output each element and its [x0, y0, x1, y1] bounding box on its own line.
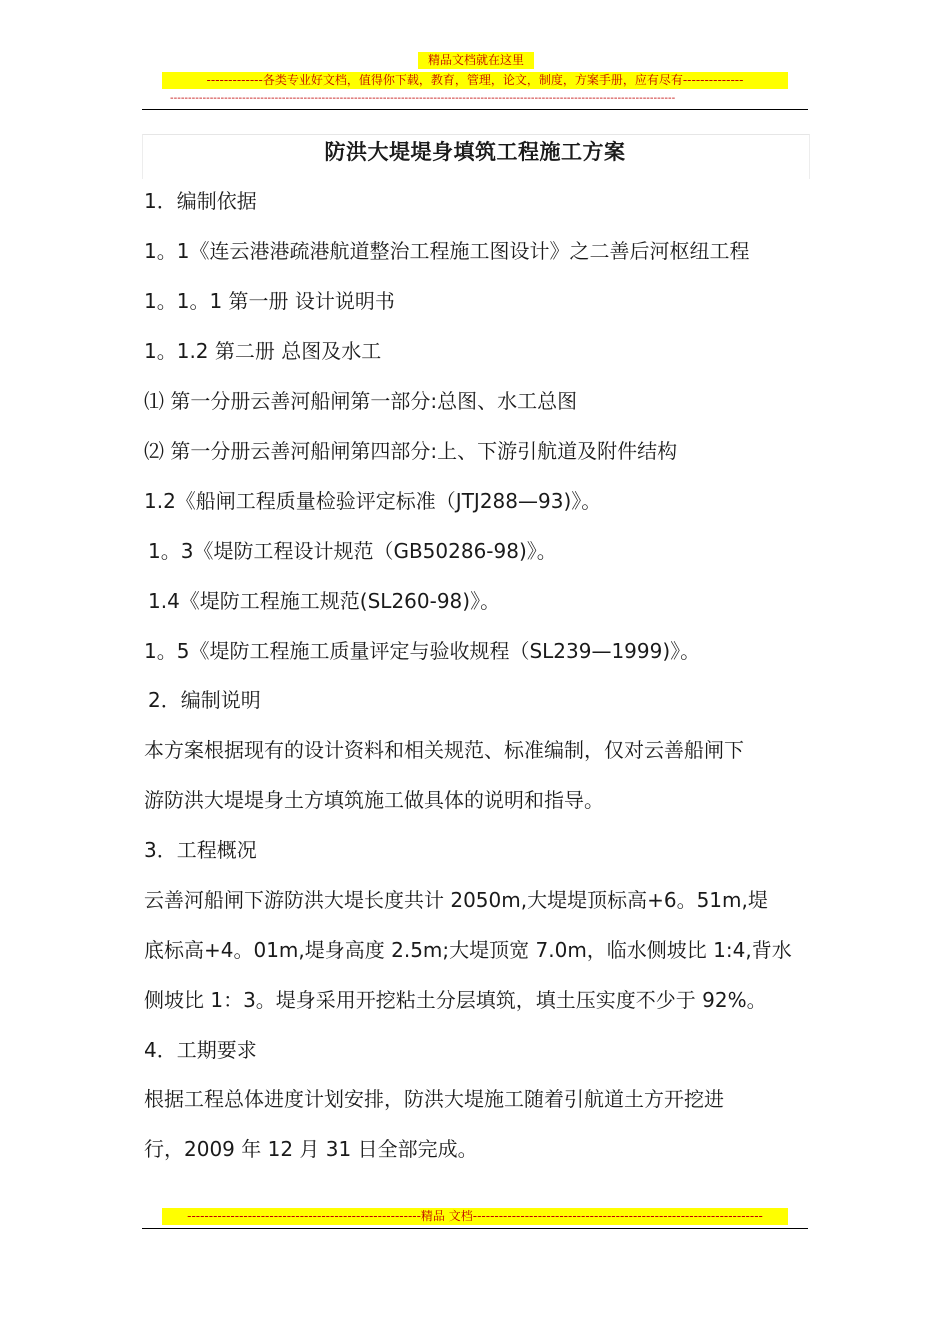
document-title: 防洪大堤堤身填筑工程施工方案 — [324, 140, 626, 164]
body-line: 1.4《堤防工程施工规范(SL260-98)》。 — [148, 589, 501, 613]
body-line: 1。1《连云港港疏港航道整治工程施工图设计》之二善后河枢纽工程 — [144, 239, 750, 263]
section-heading: 3．工程概况 — [144, 838, 257, 862]
footer-banner: ------------------------------------------------------精品 文档------------------------------------------------------------------- — [162, 1208, 788, 1225]
body-line: 行，2009 年 12 月 31 日全部完成。 — [144, 1137, 478, 1161]
section-heading: 1．编制依据 — [144, 189, 257, 213]
header-dash-line: -------------------------------------------------------------------------------------------------------------------------------------------- — [170, 93, 676, 104]
body-line: 根据工程总体进度计划安排，防洪大堤施工随着引航道土方开挖进 — [144, 1087, 724, 1111]
body-line: 本方案根据现有的设计资料和相关规范、标准编制，仅对云善船闸下 — [144, 738, 744, 762]
body-line: 1。5《堤防工程施工质量评定与验收规程（SL239—1999)》。 — [144, 639, 701, 663]
body-line: 1。3《堤防工程设计规范（GB50286-98)》。 — [148, 539, 557, 563]
header-rule — [142, 109, 808, 110]
body-line: ⑴ 第一分册云善河船闸第一部分:总图、水工总图 — [144, 389, 578, 413]
section-heading: 2．编制说明 — [148, 688, 261, 712]
body-line: 云善河船闸下游防洪大堤长度共计 2050m,大堤堤顶标高+6。51m,堤 — [144, 888, 768, 912]
body-line: 1.2《船闸工程质量检验评定标准（JTJ288—93)》。 — [144, 489, 602, 513]
body-line: 1。1。1 第一册 设计说明书 — [144, 289, 395, 313]
body-line: 底标高+4。01m,堤身高度 2.5m;大堤顶宽 7.0m，临水侧坡比 1:4,背水 — [144, 938, 792, 962]
body-line: ⑵ 第一分册云善河船闸第四部分:上、下游引航道及附件结构 — [144, 439, 678, 463]
header-banner: -------------各类专业好文档，值得你下载，教育，管理，论文，制度，方案手册，应有尽有-------------- — [162, 72, 788, 89]
section-heading: 4．工期要求 — [144, 1038, 257, 1062]
footer-rule — [142, 1228, 808, 1229]
header-top-label: 精品文档就在这里 — [418, 52, 534, 69]
body-line: 侧坡比 1：3。堤身采用开挖粘土分层填筑，填土压实度不少于 92%。 — [144, 988, 767, 1012]
body-line: 1。1.2 第二册 总图及水工 — [144, 339, 382, 363]
body-line: 游防洪大堤堤身土方填筑施工做具体的说明和指导。 — [144, 788, 604, 812]
